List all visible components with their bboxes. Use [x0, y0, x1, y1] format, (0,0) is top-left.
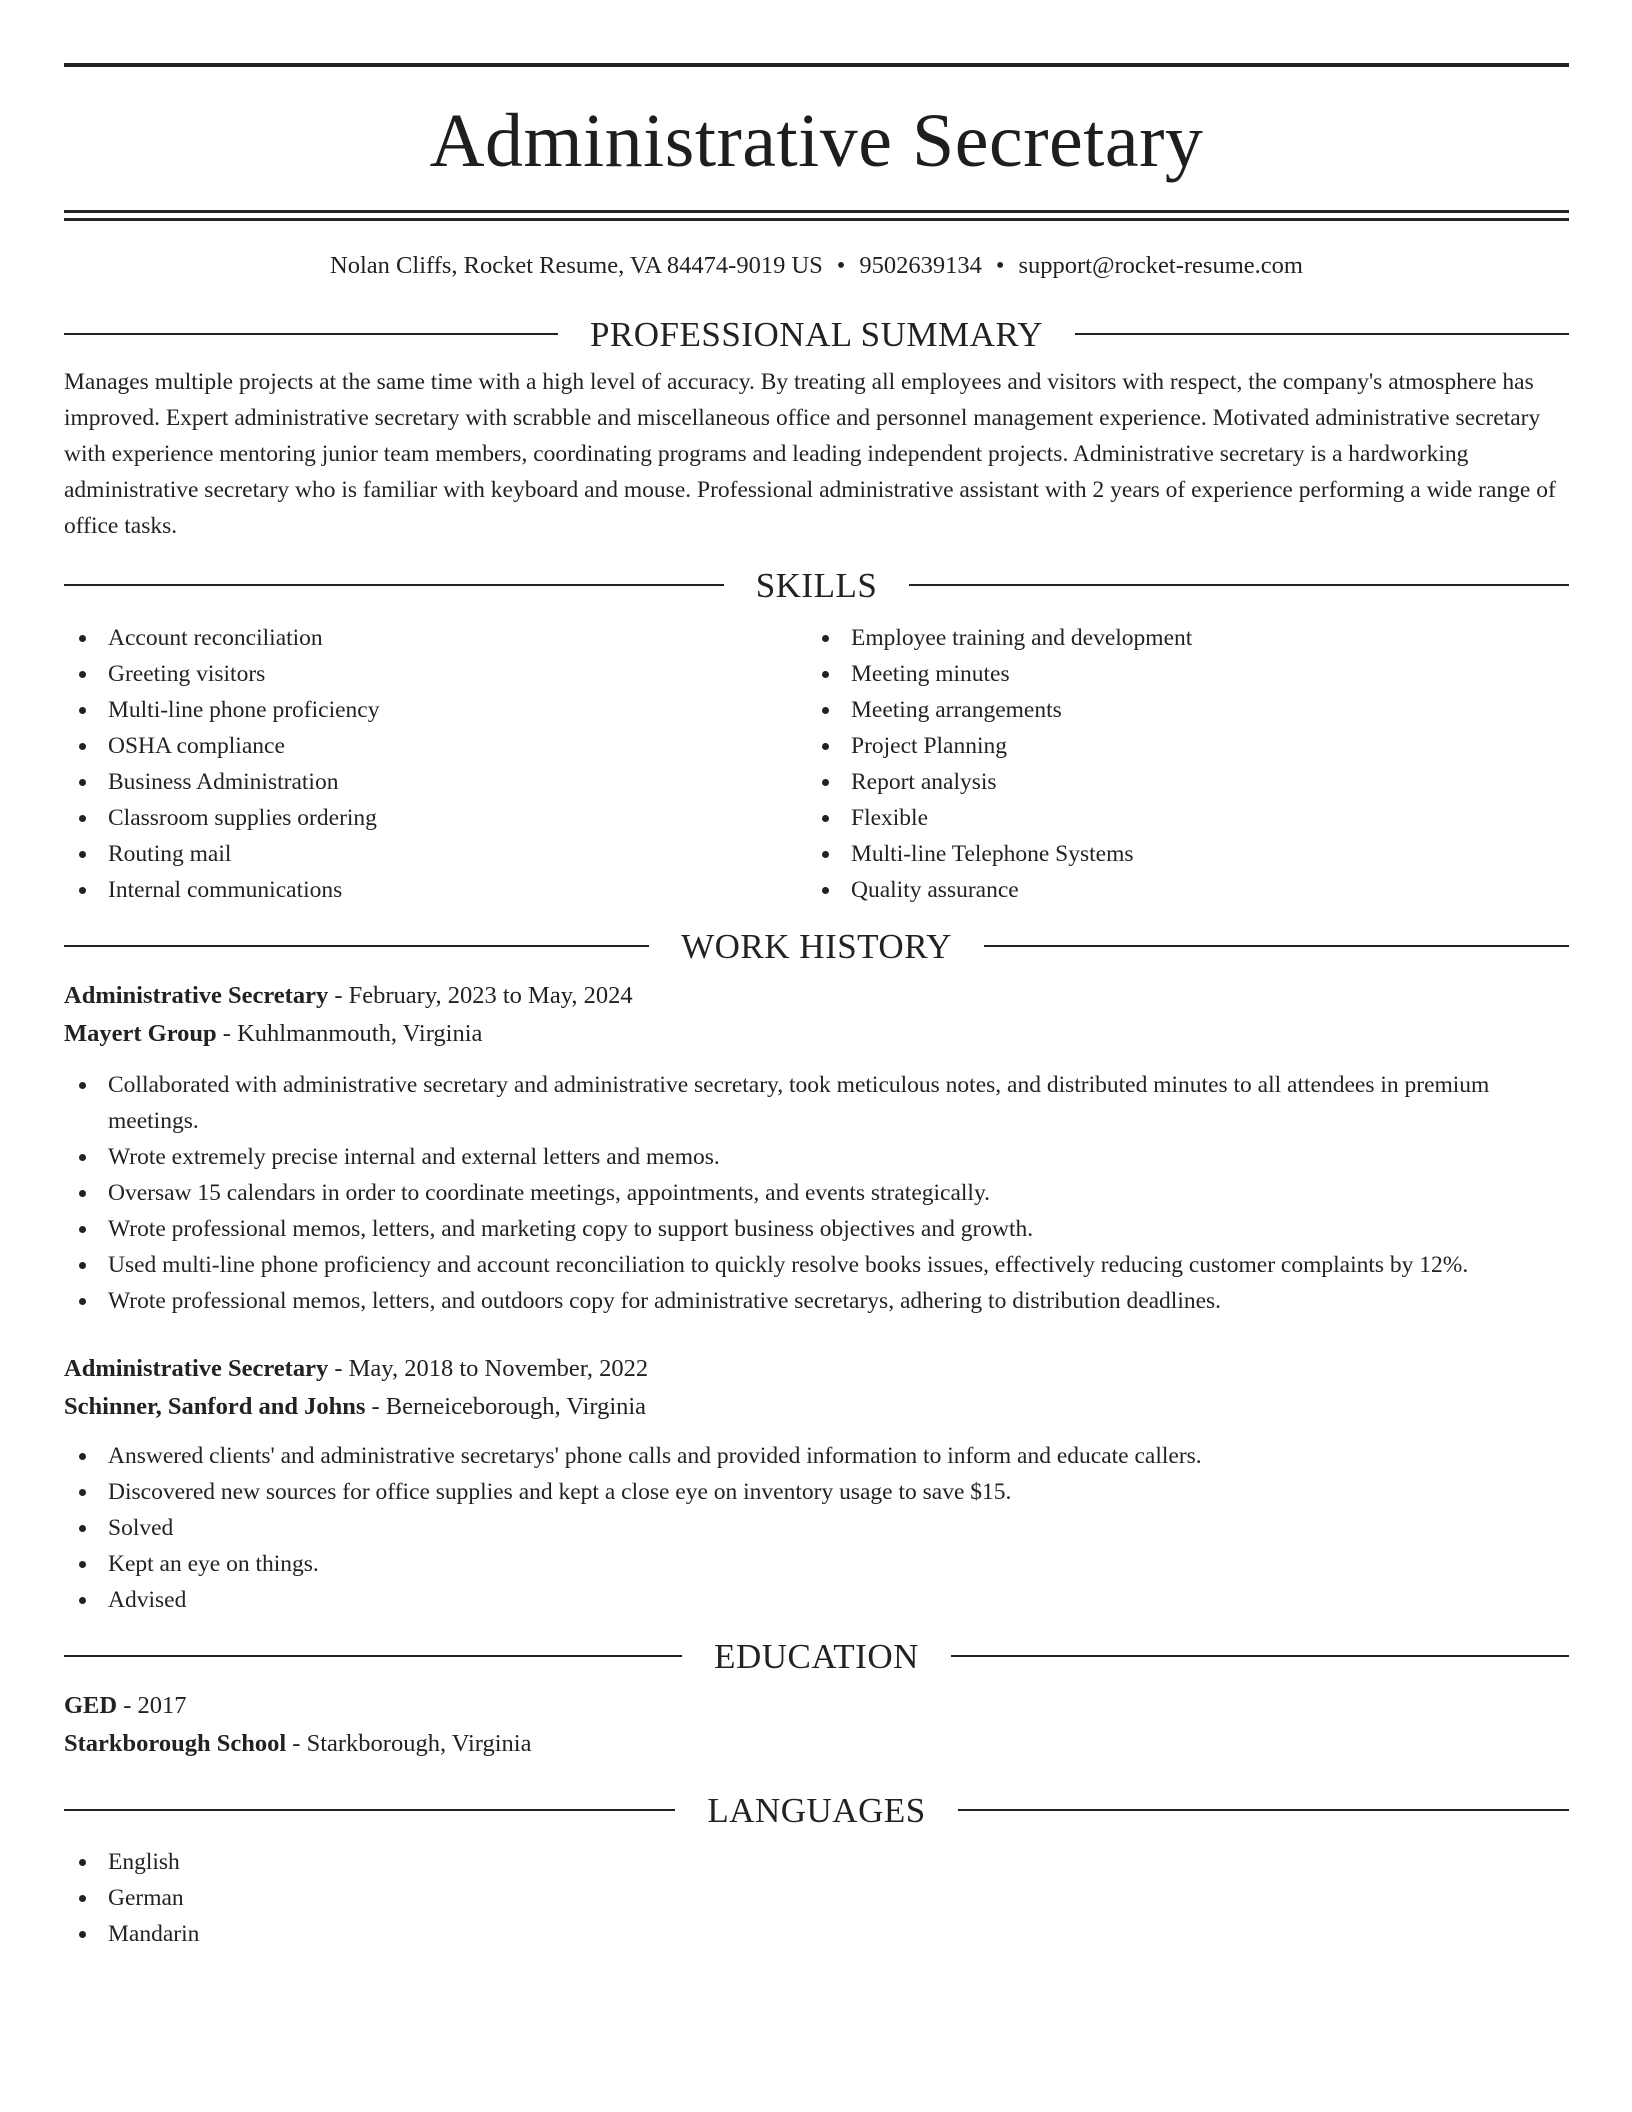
skills-heading	[64, 565, 1569, 605]
skill-item: Internal communications	[64, 872, 807, 908]
skill-item: Account reconciliation	[64, 620, 807, 656]
language-item: German	[64, 1880, 1569, 1916]
job-bullets	[64, 1438, 1569, 1618]
job-bullet: Wrote professional memos, letters, and marketing copy to support business objectives and growth.	[64, 1211, 1569, 1247]
skill-item: Greeting visitors	[64, 656, 807, 692]
job-company: Schinner, Sanford and Johns	[64, 1392, 366, 1420]
skill-item: Flexible	[807, 800, 1550, 836]
skill-item: Report analysis	[807, 764, 1550, 800]
skill-item: Project Planning	[807, 728, 1550, 764]
contact-address: Nolan Cliffs, Rocket Resume, VA 84474-9019 US	[330, 252, 823, 279]
heading-rule	[958, 1809, 1569, 1811]
skill-item: Multi-line Telephone Systems	[807, 836, 1550, 872]
heading-rule	[909, 584, 1569, 586]
job-title: Administrative Secretary	[64, 981, 329, 1009]
job-title-line	[64, 977, 1569, 1015]
job-location: - Berneiceborough, Virginia	[365, 1392, 647, 1420]
languages-list	[64, 1844, 1569, 1952]
job-bullet: Solved	[64, 1510, 1569, 1546]
skill-item: Business Administration	[64, 764, 807, 800]
job-company: Mayert Group	[64, 1019, 217, 1047]
education-location: - Starkborough, Virginia	[286, 1729, 532, 1757]
contact-email: support@rocket-resume.com	[1018, 252, 1303, 279]
skill-item: OSHA compliance	[64, 728, 807, 764]
languages-heading	[64, 1790, 1569, 1830]
summary-text: Manages multiple projects at the same time with a high level of accuracy. By treating all employees and visitors with respect, the company's atmosphere has improved. Expert administrative secretary with scrabble and miscellaneous office and personnel management experience. Motivated administrative secretary with experience mentoring junior team members, coordinating programs and leading independent projects. Administrative secretary is a hardworking administrative secretary who is familiar with keyboard and mouse. Professional administrative assistant with 2 years of experience performing a wide range of office tasks.	[64, 368, 1556, 539]
skill-item: Multi-line phone proficiency	[64, 692, 807, 728]
job-title-line	[64, 1350, 1569, 1388]
heading-rule	[64, 945, 649, 947]
heading-rule	[1075, 333, 1569, 335]
job-entry	[64, 1350, 1569, 1618]
skill-item: Meeting arrangements	[807, 692, 1550, 728]
contact-line	[64, 254, 1569, 279]
education-school-line	[64, 1725, 1569, 1763]
job-bullet: Wrote extremely precise internal and external letters and memos.	[64, 1139, 1569, 1175]
job-bullet: Discovered new sources for office supplies and kept a close eye on inventory usage to save $15.	[64, 1474, 1569, 1510]
job-dates: - February, 2023 to May, 2024	[328, 981, 633, 1009]
skill-item: Classroom supplies ordering	[64, 800, 807, 836]
summary-heading-label: PROFESSIONAL SUMMARY	[589, 314, 1044, 354]
education-heading-label: EDUCATION	[714, 1636, 919, 1676]
heading-rule	[64, 584, 724, 586]
skills-heading-label: SKILLS	[755, 565, 878, 605]
languages-heading-label: LANGUAGES	[707, 1790, 926, 1830]
skills-column-left	[64, 620, 807, 908]
education-year: - 2017	[117, 1691, 187, 1719]
title-rule-2	[64, 218, 1569, 221]
job-bullet: Wrote professional memos, letters, and outdoors copy for administrative secretarys, adhering to distribution deadlines.	[64, 1283, 1569, 1319]
job-bullet: Kept an eye on things.	[64, 1546, 1569, 1582]
heading-rule	[64, 333, 558, 335]
skill-item: Quality assurance	[807, 872, 1550, 908]
skills-list	[64, 620, 1569, 908]
heading-rule	[64, 1655, 682, 1657]
job-bullet: Answered clients' and administrative secretarys' phone calls and provided information to inform and educate callers.	[64, 1438, 1569, 1474]
job-bullet: Advised	[64, 1582, 1569, 1618]
education-entry	[64, 1687, 1569, 1763]
skill-item: Employee training and development	[807, 620, 1550, 656]
contact-separator: •	[836, 252, 846, 279]
work-heading	[64, 926, 1569, 966]
resume-page	[64, 63, 1569, 1952]
heading-rule	[64, 1809, 675, 1811]
education-degree-line	[64, 1687, 1569, 1725]
heading-rule	[951, 1655, 1569, 1657]
skill-item: Routing mail	[64, 836, 807, 872]
resume-title: Administrative Secretary	[429, 99, 1204, 183]
job-bullet: Oversaw 15 calendars in order to coordinate meetings, appointments, and events strategically.	[64, 1175, 1569, 1211]
contact-phone: 9502639134	[859, 252, 982, 279]
skill-item: Meeting minutes	[807, 656, 1550, 692]
language-item: Mandarin	[64, 1916, 1569, 1952]
job-bullets	[64, 1067, 1569, 1319]
education-degree: GED	[64, 1691, 118, 1719]
contact-separator: •	[995, 252, 1005, 279]
language-item: English	[64, 1844, 1569, 1880]
education-heading	[64, 1636, 1569, 1676]
job-bullet: Used multi-line phone proficiency and account reconciliation to quickly resolve books issues, effectively reducing customer complaints by 12%.	[64, 1247, 1569, 1283]
top-rule	[64, 63, 1569, 67]
job-bullet: Collaborated with administrative secretary and administrative secretary, took meticulous notes, and distributed minutes to all attendees in premium meetings.	[64, 1067, 1569, 1139]
job-company-line	[64, 1015, 1569, 1053]
skills-column-right	[807, 620, 1550, 908]
heading-rule	[984, 945, 1569, 947]
job-entry	[64, 977, 1569, 1319]
job-location: - Kuhlmanmouth, Virginia	[216, 1019, 483, 1047]
job-dates: - May, 2018 to November, 2022	[328, 1354, 649, 1382]
job-company-line	[64, 1388, 1569, 1426]
education-school: Starkborough School	[64, 1729, 287, 1757]
title-rule-1	[64, 210, 1569, 213]
work-heading-label: WORK HISTORY	[681, 926, 952, 966]
summary-heading	[64, 314, 1569, 354]
job-title: Administrative Secretary	[64, 1354, 329, 1382]
